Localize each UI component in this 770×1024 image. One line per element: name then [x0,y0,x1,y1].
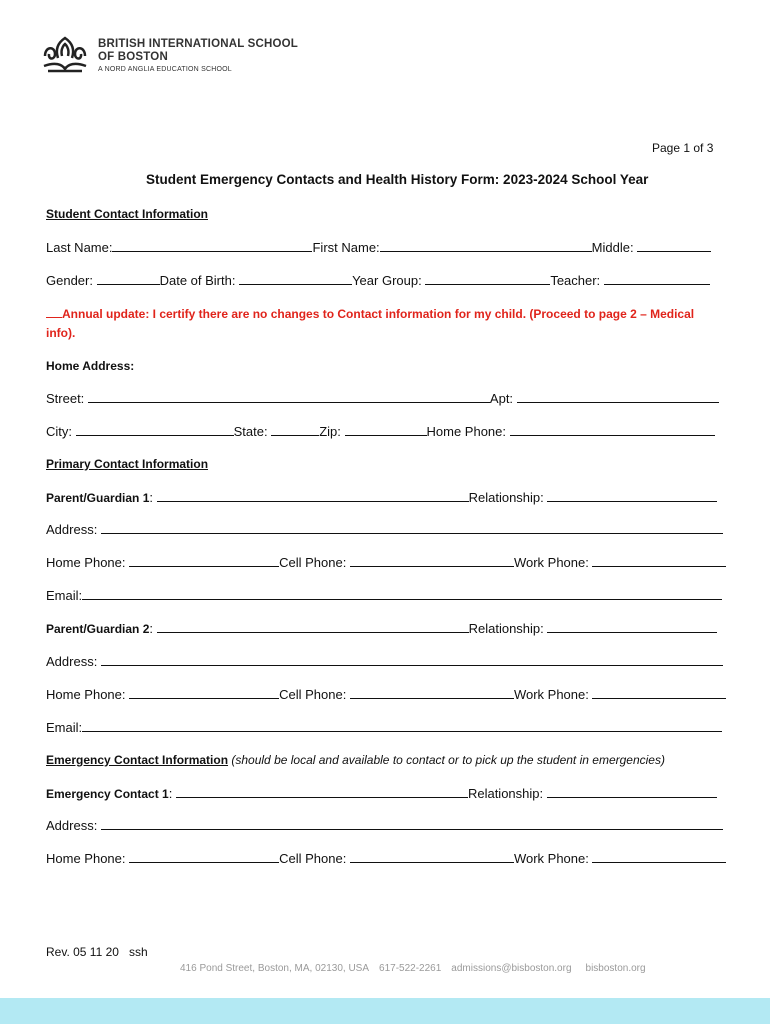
guardian1-cell-phone-field[interactable] [350,554,514,567]
relationship-label: Relationship: [468,490,548,505]
street-field[interactable] [88,390,490,403]
guardian2-work-phone-field[interactable] [592,686,726,699]
form-title: Student Emergency Contacts and Health History Form: 2023-2024 School Year [146,172,649,187]
page-number: Page 1 of 3 [652,141,714,155]
emergency1-label: Emergency Contact 1 [46,787,169,801]
emergency1-home-phone-field[interactable] [129,850,279,863]
footer-band [0,998,770,1024]
address-label: Address: [46,522,101,537]
zip-field[interactable] [345,423,427,436]
guardian2-label: Parent/Guardian 2 [46,622,150,636]
student-name-row [46,239,711,256]
primary-contact-heading: Primary Contact Information [46,457,209,471]
guardian1-home-phone-field[interactable] [129,554,279,567]
relationship-label: Relationship: [467,786,547,801]
emergency1-address-field[interactable] [101,817,723,830]
school-logo [40,36,298,74]
city-row [46,423,715,440]
city-label: City: [46,424,76,439]
relationship-label: Relationship: [468,621,548,636]
year-group-label: Year Group: [352,273,426,288]
guardian1-work-phone-field[interactable] [592,554,726,567]
home-phone-label: Home Phone: [46,555,130,570]
footer-contact [180,963,656,974]
cell-phone-label: Cell Phone: [279,851,350,866]
guardian2-cell-phone-field[interactable] [350,686,514,699]
colon: : [149,490,157,505]
street-row [46,390,719,407]
work-phone-label: Work Phone: [513,851,593,866]
first-name-label: First Name: [312,240,380,255]
guardian2-email-row [46,719,722,736]
state-field[interactable] [271,423,319,436]
student-contact-heading: Student Contact Information [46,207,208,221]
guardian2-row [46,620,717,637]
guardian1-address-row [46,521,723,538]
footer-address: 416 Pond Street, Boston, MA, 02130, USA [180,963,370,974]
emergency1-row [46,785,717,802]
home-phone-field[interactable] [510,423,715,436]
emergency1-phone-row [46,850,726,867]
gender-label: Gender: [46,273,97,288]
gender-field[interactable] [97,272,160,285]
zip-label: Zip: [319,424,345,439]
home-phone-label: Home Phone: [46,687,130,702]
guardian1-label: Parent/Guardian 1 [46,491,150,505]
work-phone-label: Work Phone: [513,555,593,570]
cell-phone-label: Cell Phone: [279,555,350,570]
middle-label: Middle: [591,240,638,255]
annual-update-text: Annual update: I certify there are no changes to Contact information for my child. (Proceed to page 2 – Medical [62,307,695,321]
guardian1-row [46,489,717,506]
student-details-row [46,272,710,289]
emergency1-address-row [46,817,723,834]
guardian1-field[interactable] [157,489,469,502]
annual-update-row [46,305,694,322]
footer-website: bisboston.org [585,963,646,974]
guardian1-email-field[interactable] [82,587,722,600]
guardian2-address-field[interactable] [101,653,723,666]
annual-update-checkbox[interactable] [46,305,62,318]
dob-label: Date of Birth: [159,273,240,288]
guardian1-phone-row [46,554,726,571]
last-name-field[interactable] [112,239,312,252]
annual-update-text-2: info). [46,326,76,340]
state-label: State: [233,424,272,439]
guardian2-email-field[interactable] [82,719,722,732]
revision-note: Rev. 05 11 20 ssh [46,945,148,959]
guardian1-relationship-field[interactable] [547,489,717,502]
home-phone-label: Home Phone: [426,424,510,439]
logo-line-3: A NORD ANGLIA EDUCATION SCHOOL [98,65,232,73]
emergency1-relationship-field[interactable] [547,785,717,798]
emergency-contact-heading: Emergency Contact Information [46,753,229,767]
emergency1-field[interactable] [176,785,468,798]
emergency1-work-phone-field[interactable] [592,850,726,863]
guardian2-field[interactable] [157,620,469,633]
home-address-heading: Home Address: [46,359,135,373]
guardian1-email-row [46,587,722,604]
logo-line-1: BRITISH INTERNATIONAL SCHOOL [98,37,299,50]
work-phone-label: Work Phone: [513,687,593,702]
address-label: Address: [46,654,101,669]
cell-phone-label: Cell Phone: [279,687,350,702]
year-group-field[interactable] [425,272,550,285]
email-label: Email: [46,588,83,603]
apt-field[interactable] [517,390,719,403]
address-label: Address: [46,818,101,833]
guardian2-home-phone-field[interactable] [129,686,279,699]
teacher-field[interactable] [604,272,710,285]
teacher-label: Teacher: [550,273,604,288]
colon: : [149,621,157,636]
dob-field[interactable] [239,272,352,285]
logo-line-2: OF BOSTON [98,50,168,63]
home-phone-label: Home Phone: [46,851,130,866]
colon: : [168,786,176,801]
guardian2-address-row [46,653,723,670]
city-field[interactable] [76,423,234,436]
logo-emblem-icon [40,36,90,74]
last-name-label: Last Name: [46,240,113,255]
apt-label: Apt: [489,391,517,406]
middle-field[interactable] [637,239,711,252]
emergency-heading-row [46,752,665,768]
first-name-field[interactable] [380,239,592,252]
emergency1-cell-phone-field[interactable] [350,850,514,863]
guardian2-relationship-field[interactable] [547,620,717,633]
emergency-note: (should be local and available to contact or to pick up the student in emergencies) [231,753,665,767]
footer-email: admissions@bisboston.org [451,963,572,974]
street-label: Street: [46,391,88,406]
email-label: Email: [46,720,83,735]
guardian1-address-field[interactable] [101,521,723,534]
footer-phone: 617-522-2261 [379,963,442,974]
guardian2-phone-row [46,686,726,703]
